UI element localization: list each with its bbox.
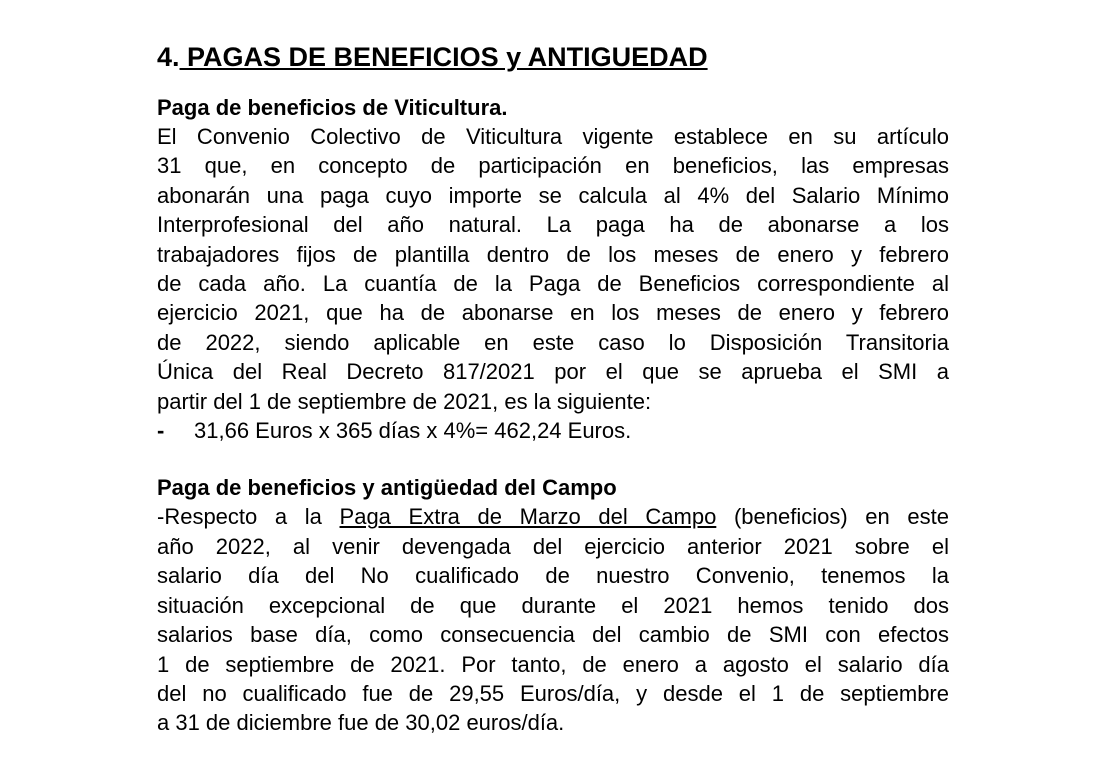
paragraph-line: del no cualificado fue de 29,55 Euros/día, y desde el 1 de septiembre [157,680,949,706]
campo-paragraph [157,502,949,737]
paragraph-line: abonarán una paga cuyo importe se calcula al 4% del Salario Mínimo [157,182,949,208]
paragraph-line: Única del Real Decreto 817/2021 por el que se aprueba el SMI a [157,359,949,385]
section-heading [157,38,949,76]
paragraph-line: 31 que, en concepto de participación en beneficios, las empresas [157,153,949,179]
section-title: PAGAS DE BENEFICIOS y ANTIGUEDAD [179,42,708,72]
line-prefix: -Respecto a la [157,504,340,530]
viticultura-paragraph [157,122,949,416]
paragraph-line: a 31 de diciembre fue de 30,02 euros/día. [157,710,565,736]
paragraph-line: situación excepcional de que durante el 2021 hemos tenido dos [157,592,949,618]
paragraph-line: partir del 1 de septiembre de 2021, es la siguiente: [157,388,652,414]
paragraph-line: 1 de septiembre de 2021. Por tanto, de enero a agosto el salario día [157,651,949,677]
line-suffix: (beneficios) en este [716,504,949,530]
paragraph-line: año 2022, al venir devengada del ejercicio anterior 2021 sobre el [157,533,949,559]
paragraph-line: El Convenio Colectivo de Viticultura vigente establece en su artículo [157,124,949,149]
paragraph-line: de 2022, siendo aplicable en este caso lo Disposición Transitoria [157,329,949,355]
paragraph-line: salarios base día, como consecuencia del cambio de SMI con efectos [157,622,949,648]
campo-subtitle: Paga de beneficios y antigüedad del Campo [157,475,617,501]
paragraph-line: ejercicio 2021, que ha de abonarse en los meses de enero y febrero [157,300,949,326]
paragraph-line: salario día del No cualificado de nuestro Convenio, tenemos la [157,563,949,589]
bullet-dash: - [157,418,165,444]
section-number: 4. [157,42,180,72]
paga-extra-link[interactable]: Paga Extra de Marzo del Campo [339,504,717,530]
paragraph-line: de cada año. La cuantía de la Paga de Beneficios correspondiente al [157,271,949,297]
viticultura-subtitle: Paga de beneficios de Viticultura. [157,95,508,120]
spacer [157,445,949,474]
paragraph-line: trabajadores fijos de plantilla dentro de los meses de enero y febrero [157,241,949,267]
calculation-bullet [157,416,949,445]
document-page [157,38,949,738]
bullet-text: 31,66 Euros x 365 días x 4%= 462,24 Euros. [194,418,632,444]
paragraph-line [157,502,949,531]
paragraph-line: Interprofesional del año natural. La paga ha de abonarse a los [157,212,949,238]
